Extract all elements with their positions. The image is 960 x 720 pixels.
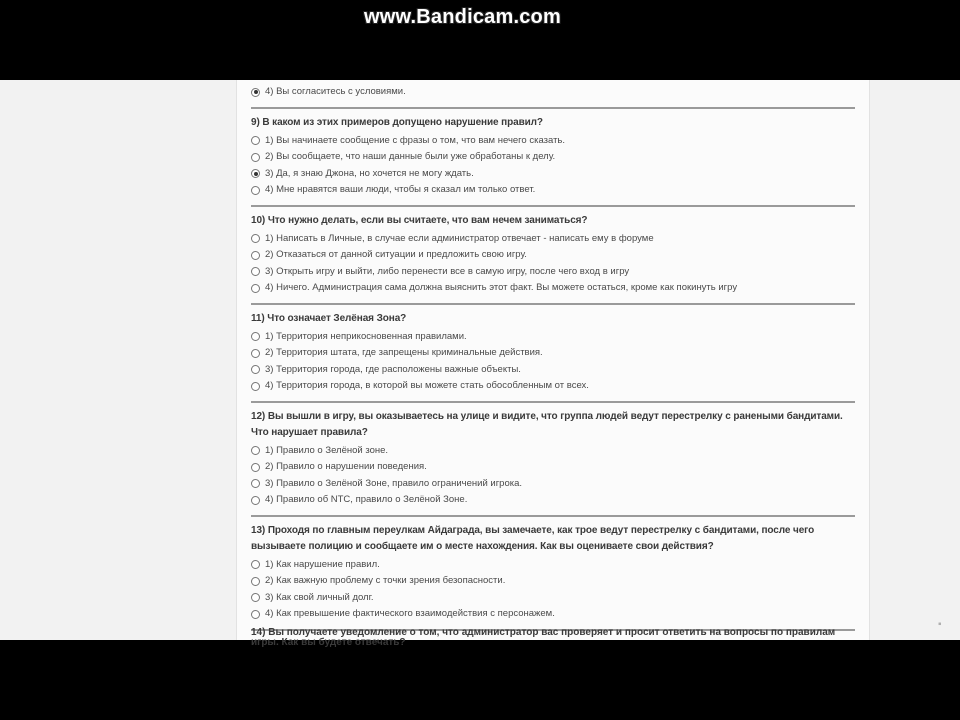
question-title: 9) В каком из этих примеров допущено нарушение правил? xyxy=(251,116,543,128)
radio-icon[interactable] xyxy=(251,153,260,162)
bandicam-watermark: www.Bandicam.com xyxy=(364,6,561,28)
radio-icon[interactable] xyxy=(251,382,260,391)
question-8-tail xyxy=(251,84,855,109)
radio-icon[interactable] xyxy=(251,284,260,293)
question-title: 11) Что означает Зелёная Зона? xyxy=(251,312,407,324)
answer-option[interactable] xyxy=(251,166,855,183)
radio-icon[interactable] xyxy=(251,446,260,455)
option-label: 4) Мне нравятся ваши люди, чтобы я сказал им только ответ. xyxy=(265,184,536,196)
answer-option[interactable] xyxy=(251,149,855,166)
answer-option[interactable] xyxy=(251,231,855,248)
answer-option[interactable] xyxy=(251,378,855,395)
radio-icon[interactable] xyxy=(251,610,260,619)
option-label: 1) Написать в Личные, в случае если администратор отвечает - написать ему в форуме xyxy=(265,232,654,244)
radio-icon[interactable] xyxy=(251,560,260,569)
option-label: 3) Правило о Зелёной Зоне, правило ограничений игрока. xyxy=(265,477,523,489)
next-question-cut-off: 14) Вы получаете уведомление о том, что администратор вас проверяет и просит ответить на вопросы по правилам игры. Как вы будете отвечать? xyxy=(251,627,836,648)
option-label: 1) Как нарушение правил. xyxy=(265,558,380,570)
option-label: 1) Правило о Зелёной зоне. xyxy=(265,444,389,456)
radio-icon[interactable] xyxy=(251,365,260,374)
answer-option[interactable] xyxy=(251,492,855,509)
radio-icon[interactable] xyxy=(251,577,260,586)
answer-option[interactable] xyxy=(251,133,855,150)
answer-option[interactable] xyxy=(251,345,855,362)
radio-icon[interactable] xyxy=(251,496,260,505)
option-label: 1) Вы начинаете сообщение с фразы о том, что вам нечего сказать. xyxy=(265,134,566,146)
radio-icon[interactable] xyxy=(251,332,260,341)
answer-option[interactable] xyxy=(251,280,855,297)
scroll-indicator-icon: ▪ xyxy=(938,619,942,630)
radio-icon[interactable] xyxy=(251,234,260,243)
answer-option[interactable] xyxy=(251,557,855,574)
option-label: 2) Как важную проблему с точки зрения безопасности. xyxy=(265,575,506,587)
radio-icon[interactable] xyxy=(251,136,260,145)
radio-icon[interactable] xyxy=(251,593,260,602)
radio-icon[interactable] xyxy=(251,463,260,472)
question-title: 13) Проходя по главным переулкам Айдаграда, вы замечаете, как трое ведут перестрелку с бандитами, после чего вызываете полицию и сообщаете им о месте нахождения. Как вы оцениваете свои действия? xyxy=(251,524,815,552)
question-9 xyxy=(251,115,855,207)
radio-selected-icon[interactable] xyxy=(251,169,260,178)
question-10 xyxy=(251,213,855,305)
option-label: 4) Правило об NTC, правило о Зелёной Зоне. xyxy=(265,494,468,506)
radio-icon[interactable] xyxy=(251,349,260,358)
test-page xyxy=(236,80,870,648)
answer-option[interactable] xyxy=(251,476,855,493)
answer-option[interactable] xyxy=(251,606,855,623)
option-label: 2) Территория штата, где запрещены криминальные действия. xyxy=(265,347,543,359)
question-12 xyxy=(251,409,855,517)
option-label: 4) Как превышение фактического взаимодействия с персонажем. xyxy=(265,608,555,620)
question-13 xyxy=(251,523,855,631)
answer-option[interactable] xyxy=(251,182,855,199)
option-label: 3) Открыть игру и выйти, либо перенести все в самую игру, после чего вход в игру xyxy=(265,265,630,277)
radio-selected-icon[interactable] xyxy=(251,88,260,97)
radio-icon[interactable] xyxy=(251,267,260,276)
answer-option[interactable] xyxy=(251,459,855,476)
question-title: 10) Что нужно делать, если вы считаете, что вам нечем заниматься? xyxy=(251,214,588,226)
answer-option[interactable] xyxy=(251,247,855,264)
answer-option[interactable] xyxy=(251,362,855,379)
answer-option[interactable] xyxy=(251,329,855,346)
option-label: 4) Территория города, в которой вы можете стать обособленным от всех. xyxy=(265,380,589,392)
radio-icon[interactable] xyxy=(251,479,260,488)
option-label: 2) Вы сообщаете, что наши данные были уже обработаны к делу. xyxy=(265,151,556,163)
option-label: 2) Отказаться от данной ситуации и предложить свою игру. xyxy=(265,249,527,261)
option-label: 4) Ничего. Администрация сама должна выяснить этот факт. Вы можете остаться, кроме как покинуть игру xyxy=(265,282,738,294)
radio-icon[interactable] xyxy=(251,251,260,260)
option-label: 3) Как свой личный долг. xyxy=(265,591,374,603)
question-11 xyxy=(251,311,855,403)
option-label: 2) Правило о нарушении поведения. xyxy=(265,461,427,473)
option-label: 3) Да, я знаю Джона, но хочется не могу ждать. xyxy=(265,167,474,179)
option-label: 1) Территория неприкосновенная правилами. xyxy=(265,330,467,342)
option-label: 3) Территория города, где расположены важные объекты. xyxy=(265,363,521,375)
question-title: 12) Вы вышли в игру, вы оказываетесь на улице и видите, что группа людей ведут перестрелку с ранеными бандитами. Что нарушает правила? xyxy=(251,410,843,438)
answer-option[interactable] xyxy=(251,84,855,101)
radio-icon[interactable] xyxy=(251,186,260,195)
answer-option[interactable] xyxy=(251,590,855,607)
answer-option[interactable] xyxy=(251,264,855,281)
answer-option[interactable] xyxy=(251,443,855,460)
option-label: 4) Вы согласитесь с условиями. xyxy=(265,86,406,98)
screen-capture xyxy=(0,80,960,648)
answer-option[interactable] xyxy=(251,573,855,590)
